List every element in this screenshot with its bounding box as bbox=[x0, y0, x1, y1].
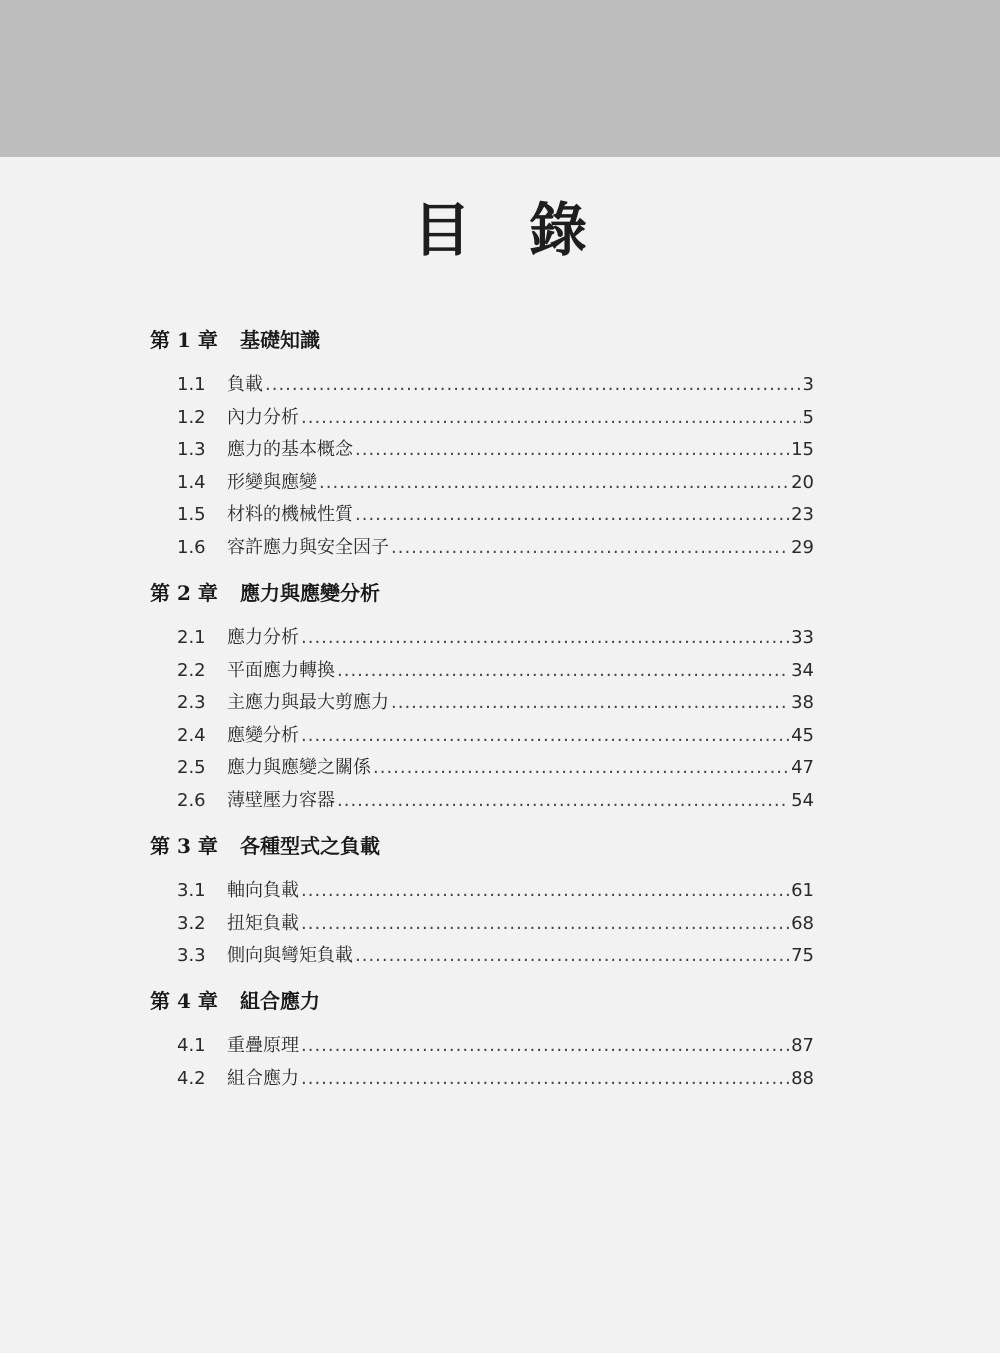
entry-title: 應力的基本概念 bbox=[227, 439, 353, 460]
entry-number: 3.3 bbox=[177, 945, 206, 966]
entry-number: 2.6 bbox=[177, 789, 206, 811]
chapter-heading bbox=[150, 575, 814, 611]
entry-number: 4.1 bbox=[177, 1035, 206, 1056]
toc-entry[interactable] bbox=[150, 720, 814, 753]
toc-entry[interactable] bbox=[150, 369, 814, 402]
dot-leader bbox=[337, 655, 789, 688]
entry-title: 材料的機械性質 bbox=[227, 504, 353, 525]
toc-entry[interactable] bbox=[150, 940, 814, 973]
chapter-2 bbox=[150, 575, 814, 817]
chapter-3 bbox=[150, 828, 814, 973]
entry-list bbox=[150, 875, 814, 973]
entry-title: 組合應力 bbox=[227, 1067, 299, 1089]
chapter-title: 基礎知識 bbox=[240, 328, 320, 352]
entry-page: 29 bbox=[791, 536, 814, 558]
dot-leader bbox=[355, 940, 789, 973]
entry-number: 2.5 bbox=[177, 757, 206, 778]
entry-page: 3 bbox=[802, 374, 814, 395]
entry-page: 54 bbox=[791, 789, 814, 811]
entry-title: 軸向負載 bbox=[227, 880, 299, 901]
entry-page: 5 bbox=[802, 406, 814, 428]
entry-title: 薄壁壓力容器 bbox=[227, 789, 335, 811]
entry-title: 側向與彎矩負載 bbox=[227, 945, 353, 966]
toc-entry[interactable] bbox=[150, 655, 814, 688]
entry-number: 1.5 bbox=[177, 504, 206, 525]
dot-leader bbox=[301, 1063, 789, 1096]
entry-title: 主應力與最大剪應力 bbox=[227, 692, 389, 713]
toc-entry[interactable] bbox=[150, 499, 814, 532]
toc-entry[interactable] bbox=[150, 434, 814, 467]
chapter-number: 第 2 章 bbox=[150, 581, 218, 605]
entry-number: 2.4 bbox=[177, 724, 206, 746]
dot-leader bbox=[373, 752, 789, 785]
entry-page: 88 bbox=[791, 1067, 814, 1089]
entry-page: 75 bbox=[791, 945, 814, 966]
entry-title: 應變分析 bbox=[227, 724, 299, 746]
toc-entry[interactable] bbox=[150, 687, 814, 720]
entry-page: 68 bbox=[791, 912, 814, 934]
dot-leader bbox=[337, 785, 789, 818]
toc-entry[interactable] bbox=[150, 752, 814, 785]
toc-entry[interactable] bbox=[150, 875, 814, 908]
entry-page: 34 bbox=[791, 659, 814, 681]
dot-leader bbox=[355, 434, 789, 467]
toc-entry[interactable] bbox=[150, 785, 814, 818]
toc-entry[interactable] bbox=[150, 467, 814, 500]
dot-leader bbox=[301, 1030, 789, 1063]
dot-leader bbox=[301, 402, 801, 435]
entry-number: 1.6 bbox=[177, 536, 206, 558]
dot-leader bbox=[301, 908, 789, 941]
entry-title: 應力與應變之關係 bbox=[227, 757, 371, 778]
chapter-4 bbox=[150, 983, 814, 1095]
entry-title: 形變與應變 bbox=[227, 471, 317, 493]
entry-number: 1.3 bbox=[177, 439, 206, 460]
chapter-heading bbox=[150, 828, 814, 864]
dot-leader bbox=[355, 499, 789, 532]
chapter-1 bbox=[150, 322, 814, 564]
entry-number: 3.2 bbox=[177, 912, 206, 934]
entry-title: 應力分析 bbox=[227, 627, 299, 648]
chapter-title: 各種型式之負載 bbox=[240, 834, 380, 858]
entry-title: 內力分析 bbox=[227, 406, 299, 428]
chapter-number: 第 4 章 bbox=[150, 989, 218, 1013]
chapter-heading bbox=[150, 322, 814, 358]
dot-leader bbox=[301, 720, 789, 753]
entry-page: 45 bbox=[791, 724, 814, 746]
entry-list bbox=[150, 369, 814, 564]
entry-number: 2.1 bbox=[177, 627, 206, 648]
entry-number: 1.2 bbox=[177, 406, 206, 428]
entry-page: 23 bbox=[791, 504, 814, 525]
dot-leader bbox=[301, 622, 789, 655]
entry-number: 2.2 bbox=[177, 659, 206, 681]
entry-page: 87 bbox=[791, 1035, 814, 1056]
entry-number: 3.1 bbox=[177, 880, 206, 901]
header-band bbox=[0, 0, 1000, 157]
dot-leader bbox=[319, 467, 789, 500]
entry-page: 20 bbox=[791, 471, 814, 493]
page-title: 目錄 bbox=[412, 196, 645, 264]
entry-page: 15 bbox=[791, 439, 814, 460]
chapter-title: 應力與應變分析 bbox=[240, 581, 380, 605]
entry-list bbox=[150, 622, 814, 817]
entry-number: 4.2 bbox=[177, 1067, 206, 1089]
toc-entry[interactable] bbox=[150, 532, 814, 565]
dot-leader bbox=[391, 532, 789, 565]
entry-title: 負載 bbox=[227, 374, 263, 395]
entry-page: 33 bbox=[791, 627, 814, 648]
dot-leader bbox=[265, 369, 801, 402]
toc-entry[interactable] bbox=[150, 622, 814, 655]
entry-page: 61 bbox=[791, 880, 814, 901]
entry-list bbox=[150, 1030, 814, 1095]
entry-title: 重疊原理 bbox=[227, 1035, 299, 1056]
toc-entry[interactable] bbox=[150, 908, 814, 941]
entry-title: 扭矩負載 bbox=[227, 912, 299, 934]
entry-title: 容許應力與安全因子 bbox=[227, 536, 389, 558]
entry-number: 2.3 bbox=[177, 692, 206, 713]
entry-number: 1.4 bbox=[177, 471, 206, 493]
chapter-number: 第 3 章 bbox=[150, 834, 218, 858]
dot-leader bbox=[301, 875, 789, 908]
toc-entry[interactable] bbox=[150, 1063, 814, 1096]
toc-entry[interactable] bbox=[150, 402, 814, 435]
entry-page: 47 bbox=[791, 757, 814, 778]
toc-entry[interactable] bbox=[150, 1030, 814, 1063]
entry-title: 平面應力轉換 bbox=[227, 659, 335, 681]
entry-number: 1.1 bbox=[177, 374, 206, 395]
entry-page: 38 bbox=[791, 692, 814, 713]
dot-leader bbox=[391, 687, 789, 720]
chapter-heading bbox=[150, 983, 814, 1019]
chapter-number: 第 1 章 bbox=[150, 328, 218, 352]
chapter-title: 組合應力 bbox=[240, 989, 320, 1013]
